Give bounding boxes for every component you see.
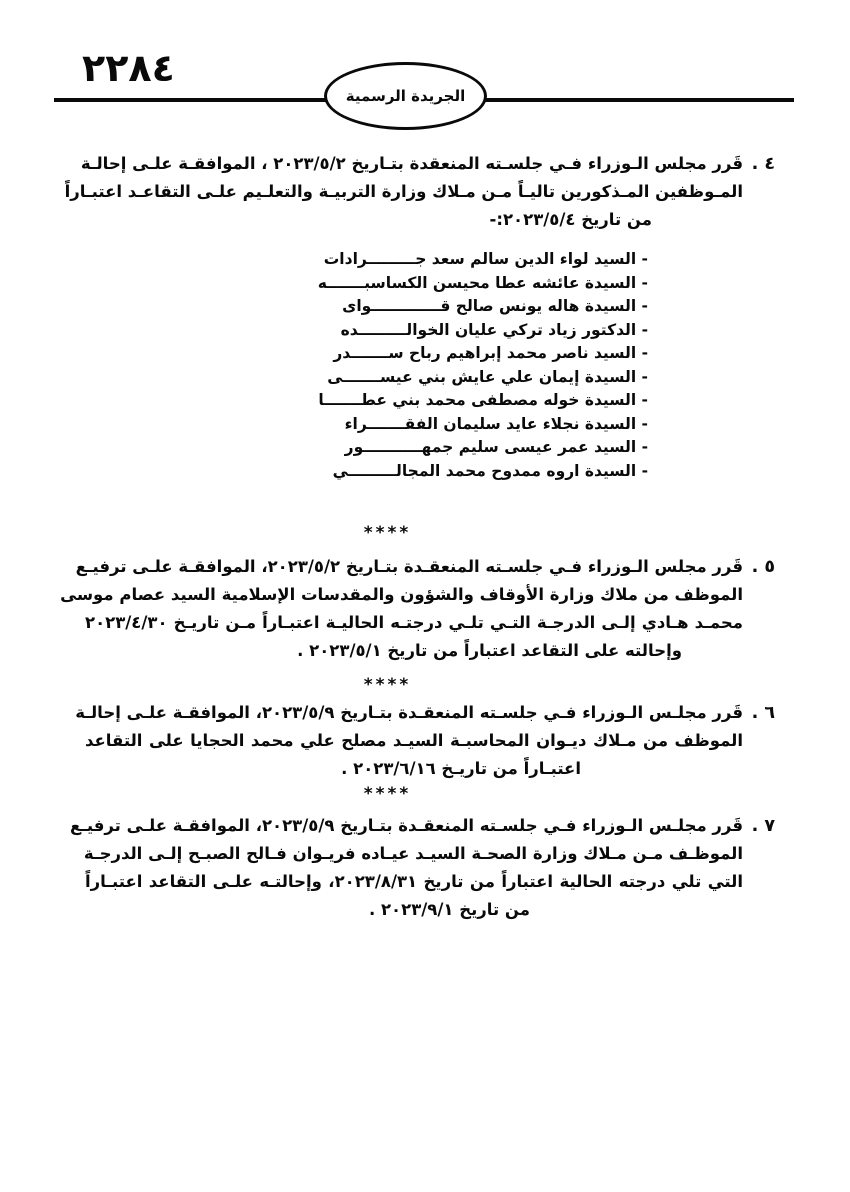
decision-body (75, 699, 743, 783)
retiree-name: - السيد لواء الدين سالم سعد جـــــــــرادات (323, 250, 648, 268)
decision-line: وإحالته على التقاعد اعتباراً من تاريخ ٢٠٢٣/٥/١ . (297, 641, 682, 660)
decision-line: الموظف من ملاك وزارة الأوقاف والشؤون والمقدسات الإسلامية السيد عصام موسى (60, 585, 743, 604)
decision-line: محمـد هـادي إلـى الدرجـة التـي تلـي درجتـه الحاليـة اعتبـاراً مـن تاريـخ ٢٠٢٣/٤/٣٠ (85, 613, 743, 632)
decision-item-5 (0, 553, 775, 665)
decision-number: ٤ . (751, 154, 775, 174)
decision-body (60, 553, 743, 665)
decision-line: قَرر مجلس الـوزراء فـي جلسـته المنعقـدة بتـاريخ ٢٠٢٣/٥/٢، الموافقـة علـى ترفيـع (75, 557, 743, 576)
retiree-name: - الدكتور زياد تركي عليان الخوالـــــــــده (340, 320, 648, 339)
decision-line: من تاريخ ٢٠٢٣/٥/٤:- (489, 210, 652, 229)
retirees-name-list (317, 248, 648, 483)
retiree-name: - السيدة اروه ممدوح محمد المجالـــــــــي (332, 461, 648, 480)
decision-number: ٥ . (751, 557, 775, 577)
decisions-content (0, 131, 775, 924)
decision-item-6 (0, 699, 775, 783)
decision-item-4 (0, 150, 775, 483)
decision-line: من تاريخ ٢٠٢٣/٩/١ . (368, 900, 530, 919)
gazette-masthead-oval (324, 62, 487, 130)
decision-body (64, 150, 743, 483)
decision-number: ٦ . (751, 703, 775, 723)
retiree-name: - السيدة نجلاء عايد سليمان الفقـــــــراء (344, 414, 648, 433)
page-header (0, 0, 850, 131)
retiree-name: - السيدة إيمان علي عايش بني عيســـــــى (327, 367, 648, 386)
section-separator: **** (363, 523, 412, 543)
decision-body (69, 812, 743, 924)
decision-line: الموظـف مـن مـلاك وزارة الصحـة السيـد عيـاده فريـوان فـالح الصبـح إلـى الدرجـة (83, 844, 743, 863)
retiree-name: - السيد عمر عيسى سليم جمهـــــــــــور (344, 438, 648, 456)
retiree-name: - السيدة خوله مصطفى محمد بني عطـــــــا (318, 391, 648, 409)
section-separator: **** (363, 784, 412, 804)
section-separator: **** (363, 675, 412, 695)
decision-line: قَرر مجلس الـوزراء فـي جلسـته المنعقدة بتـاريخ ٢٠٢٣/٥/٢ ، الموافقـة علـى إحالـة (80, 154, 743, 173)
decision-line: قَرر مجلـس الـوزراء فـي جلسـته المنعقـدة بتـاريخ ٢٠٢٣/٥/٩، الموافقـة علـى إحالـة (75, 703, 743, 722)
decision-line: الموظف من مـلاك ديـوان المحاسبـة السيـد مصلح علي محمد الحجايا على التقاعد (85, 731, 743, 750)
decision-line: قَرر مجلـس الـوزراء فـي جلسـته المنعقـدة بتـاريخ ٢٠٢٣/٥/٩، الموافقـة علـى ترفيـع (69, 816, 743, 835)
retiree-name: - السيد ناصر محمد إبراهيم رباح ســـــــدر (333, 344, 648, 362)
gazette-title: الجريدة الرسمية (345, 87, 466, 105)
decision-line: التي تلي درجته الحالية اعتباراً من تاريخ ٢٠٢٣/٨/٣١، وإحالتـه علـى التقاعد اعتبـاراً (85, 872, 743, 891)
decision-line: اعتبـاراً من تاريـخ ٢٠٢٣/٦/١٦ . (341, 759, 581, 778)
decision-line: المـوظفين المـذكورين تاليـاً مـن مـلاك وزارة التربيـة والتعلـيم علـى التقاعـد اعتبـاراً (64, 182, 743, 201)
decision-item-7 (0, 812, 775, 924)
page-number: ٢٢٨٤ (82, 46, 175, 90)
retiree-name: - السيدة هاله يونس صالح قـــــــــــــواى (342, 297, 648, 315)
retiree-name: - السيدة عائشه عطا محيسن الكساسبـــــــه (317, 273, 648, 292)
decision-number: ٧ . (751, 816, 775, 836)
